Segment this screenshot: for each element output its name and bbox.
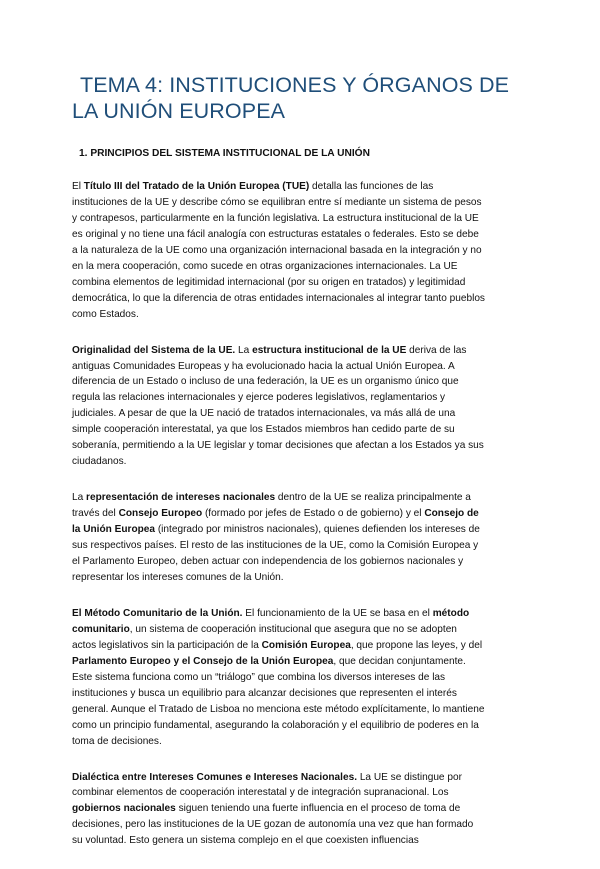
bold-text: Parlamento Europeo y el Consejo de la Unión Europea — [72, 655, 334, 667]
paragraph — [72, 343, 532, 471]
text-line — [72, 243, 532, 259]
text-line — [72, 833, 532, 849]
text-run: como un principio fundamental, asegurando la colaboración y el equilibrio de poderes en la — [72, 719, 479, 731]
text-run: diferencia de un Estado o incluso de una federación, la UE es un organismo único que — [72, 376, 459, 388]
text-line — [72, 406, 532, 422]
text-run: Este sistema funciona como un “triálogo” que combina los diversos intereses de las — [72, 671, 446, 683]
text-run: democrática, lo que la diferencia de otras entidades internacionales al integrar tanto pueblos — [72, 292, 485, 304]
paragraph — [72, 770, 532, 850]
text-line — [72, 538, 532, 554]
title-line: LA UNIÓN EUROPEA — [72, 99, 286, 123]
paragraph — [72, 606, 532, 750]
text-run: como Estados. — [72, 308, 139, 320]
text-run: y contrapesos, particularmente en la función legislativa. La estructura institucional de la UE — [72, 212, 479, 224]
text-run: combinar elementos de cooperación interestatal y de integración supranacional. Los — [72, 787, 449, 799]
text-run: toma de decisiones. — [72, 735, 162, 747]
text-run: El funcionamiento de la UE se basa en el — [242, 607, 433, 619]
text-line — [72, 438, 532, 454]
text-run: detalla las funciones de las — [309, 181, 434, 192]
bold-text: Originalidad del Sistema de la UE. — [72, 344, 236, 356]
text-line — [72, 670, 532, 686]
text-line — [72, 374, 532, 390]
text-line — [72, 506, 532, 522]
text-run: dentro de la UE se realiza principalmente a — [275, 492, 471, 504]
text-line — [72, 211, 532, 227]
bold-text: representación de intereses nacionales — [86, 492, 276, 504]
text-line — [72, 734, 532, 750]
text-run: a la naturaleza de la UE como una organización internacional basada en la integración y no — [72, 244, 482, 256]
text-run: (formado por jefes de Estado o de gobierno) y el — [202, 508, 425, 520]
document-body — [72, 179, 532, 869]
paragraph — [72, 179, 532, 323]
text-line — [72, 654, 532, 670]
bold-text: Título III del Tratado de la Unión Europea (TUE) — [83, 181, 310, 192]
text-run: El — [72, 181, 84, 192]
text-run: decisiones, pero las instituciones de la UE gozan de autonomía una vez que han formado — [72, 819, 474, 831]
text-line — [72, 227, 532, 243]
text-run: es original y no tiene una fácil analogía con estructuras estatales o federales. Esto se debe — [72, 228, 479, 240]
text-run: deriva de las — [406, 344, 467, 356]
text-run: , un sistema de cooperación institucional que asegura que no se adopten — [129, 623, 457, 635]
text-run: través del — [72, 508, 119, 520]
text-line — [72, 195, 532, 211]
text-line — [72, 390, 532, 406]
text-run: combina elementos de legitimidad internacional (por su origen en tratados) y legitimidad — [72, 276, 466, 288]
text-line — [72, 179, 532, 195]
text-line — [72, 422, 532, 438]
text-line — [72, 570, 532, 586]
text-line — [72, 291, 532, 307]
text-run: siguen teniendo una fuerte influencia en el proceso de toma de — [175, 803, 461, 815]
text-line — [72, 606, 532, 622]
text-run: representar los intereses comunes de la Unión. — [72, 571, 284, 583]
text-run: , que decidan conjuntamente. — [333, 655, 466, 667]
text-run: ciudadanos. — [72, 456, 127, 468]
bold-text: comunitario — [72, 623, 130, 635]
bold-text: Dialéctica entre Intereses Comunes e Intereses Nacionales. — [72, 771, 358, 783]
title-line: TEMA 4: INSTITUCIONES Y ÓRGANOS DE — [80, 73, 510, 97]
text-line — [72, 817, 532, 833]
text-line — [72, 490, 532, 506]
text-line — [72, 359, 532, 375]
text-line — [72, 702, 532, 718]
text-run: sus respectivos países. El resto de las instituciones de la UE, como la Comisión Europea y — [72, 540, 479, 552]
text-run: judiciales. A pesar de que la UE nació de tratados internacionales, va más allá de una — [72, 408, 456, 420]
text-line — [72, 554, 532, 570]
text-run: La UE se distingue por — [357, 771, 462, 783]
text-run: (integrado por ministros nacionales), quienes defienden los intereses de — [155, 524, 480, 536]
text-run: actos legislativos sin la participación de la — [72, 639, 262, 651]
text-run: La — [235, 344, 253, 356]
paragraph — [72, 490, 532, 586]
text-line — [72, 770, 532, 786]
text-line — [72, 275, 532, 291]
bold-text: Consejo Europeo — [118, 508, 203, 520]
text-line — [72, 801, 532, 817]
bold-text: método — [432, 607, 470, 619]
bold-text: Comisión Europea — [261, 639, 351, 651]
text-run: , que propone las leyes, y del — [350, 639, 483, 651]
text-line — [72, 622, 532, 638]
bold-text: estructura institucional de la UE — [252, 344, 407, 356]
text-line — [72, 718, 532, 734]
text-run: antiguas Comunidades Europeas y ha evolucionado hacia la actual Unión Europea. A — [72, 360, 455, 372]
text-run: instituciones de la UE y describe cómo se equilibran entre sí mediante un sistema de pesos — [72, 196, 482, 208]
bold-text: la Unión Europea — [72, 524, 156, 536]
text-run: en la mera cooperación, como sucede en otras organizaciones internacionales. La UE — [72, 260, 458, 272]
text-line — [72, 343, 532, 359]
text-line — [72, 638, 532, 654]
text-run: regula las relaciones internacionales y ejerce poderes legislativos, reglamentarios y — [72, 392, 446, 404]
text-run: instituciones y busca un equilibrio para alcanzar decisiones que representen el interés — [72, 687, 457, 699]
text-run: su voluntad. Esto genera un sistema complejo en el que coexisten influencias — [72, 835, 419, 847]
text-run: simple cooperación interestatal, ya que los Estados miembros han cedido parte de su — [72, 424, 455, 436]
text-line — [72, 454, 532, 470]
bold-text: El Método Comunitario de la Unión. — [72, 607, 243, 619]
text-line — [72, 259, 532, 275]
text-line — [72, 686, 532, 702]
text-line — [72, 307, 532, 323]
page-title — [72, 72, 542, 124]
text-run: el Parlamento Europeo, deben actuar con independencia de los gobiernos nacionales y — [72, 556, 464, 568]
text-run: soberanía, permitiendo a la UE legislar y tomar decisiones que afectan a los Estados ya sus — [72, 440, 484, 452]
text-line — [72, 785, 532, 801]
bold-text: gobiernos nacionales — [72, 803, 176, 815]
text-line — [72, 522, 532, 538]
section-heading: 1. PRINCIPIOS DEL SISTEMA INSTITUCIONAL DE LA UNIÓN — [79, 148, 370, 159]
text-run: La — [72, 492, 87, 504]
text-run: general. Aunque el Tratado de Lisboa no menciona este método explícitamente, lo mantiene — [72, 703, 485, 715]
bold-text: Consejo de — [424, 508, 479, 520]
